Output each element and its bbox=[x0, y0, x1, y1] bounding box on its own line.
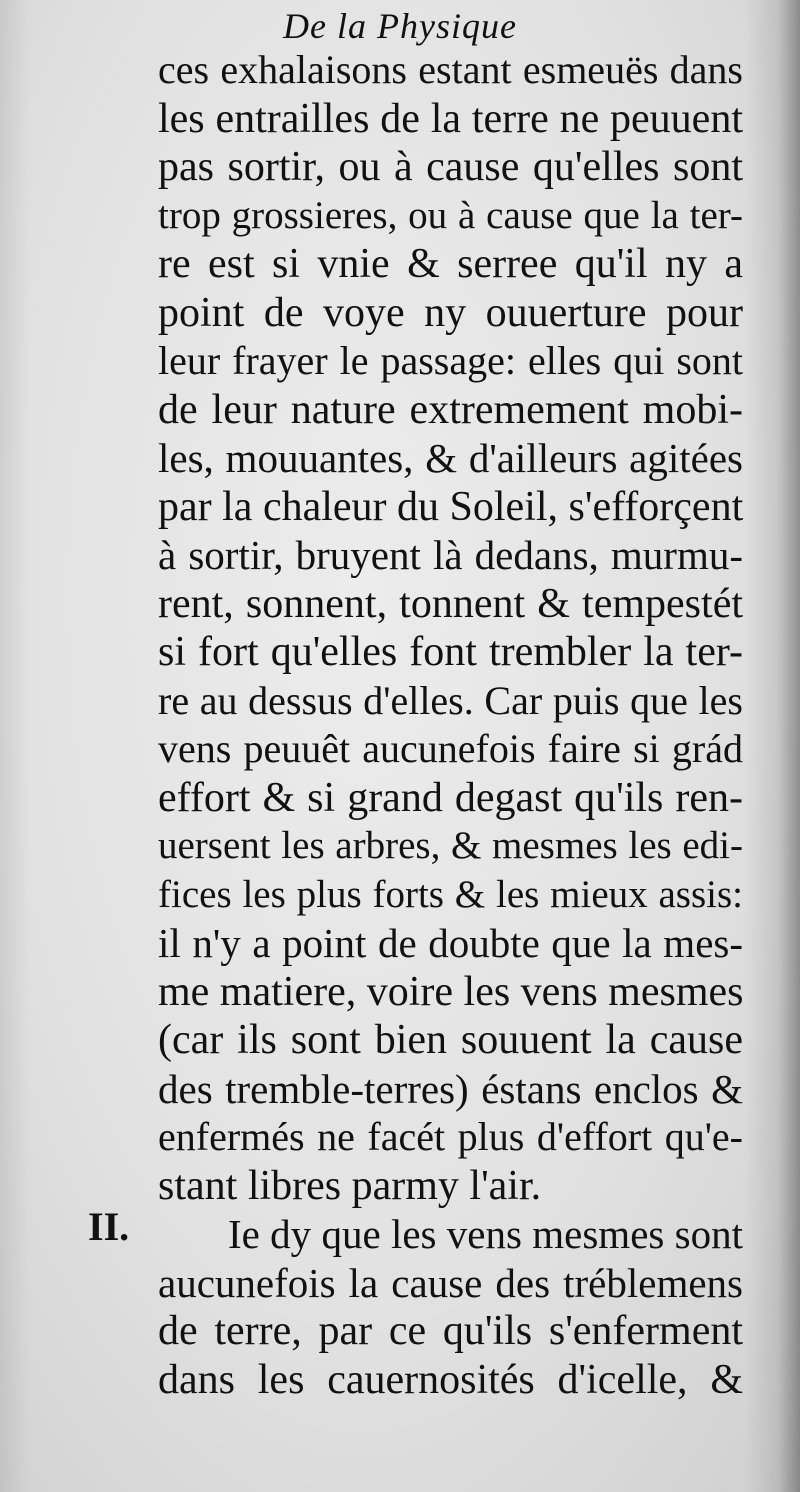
running-head: De la Physique bbox=[283, 6, 517, 46]
text-line: effort & si grand degast qu'ils ren- bbox=[158, 774, 743, 821]
text-line: dans les cauernosités d'icelle, & bbox=[158, 1356, 743, 1403]
text-line: rent, sonnent, tonnent & tempestét bbox=[158, 580, 743, 627]
page-edge-shadow-left bbox=[0, 0, 30, 1492]
text-line: me matiere, voire les vens mesmes bbox=[158, 968, 744, 1015]
text-line: il n'y a point de doubte que la mes- bbox=[158, 920, 743, 966]
text-line: (car ils sont bien souuent la cause bbox=[158, 1017, 743, 1063]
text-line: ces exhalaisons estant esmeuës dans bbox=[158, 47, 743, 92]
section-number: II. bbox=[88, 1204, 130, 1249]
paragraph-2 bbox=[158, 1210, 743, 1404]
text-line: aucunefois la cause des tréblemens bbox=[158, 1259, 743, 1306]
text-line: des tremble-terres) éstans enclos & bbox=[158, 1065, 743, 1112]
text-line: les entrailles de la terre ne peuuent bbox=[158, 95, 743, 142]
text-line: leur frayer le passage: elles qui sont bbox=[158, 338, 743, 383]
paragraph-1 bbox=[158, 46, 743, 1210]
text-line: re est si vnie & serree qu'il ny a bbox=[158, 241, 743, 287]
text-line: re au dessus d'elles. Car puis que les bbox=[158, 677, 743, 723]
text-line: enfermés ne facét plus d'effort qu'e- bbox=[158, 1114, 743, 1159]
text-line: fices les plus forts & les mieux assis: bbox=[158, 872, 743, 916]
text-line: trop grossieres, ou à cause que la ter- bbox=[158, 193, 743, 237]
text-line: pas sortir, ou à cause qu'elles sont bbox=[158, 144, 743, 190]
text-line: Ie dy que les vens mesmes sont bbox=[228, 1211, 743, 1257]
main-text bbox=[158, 46, 743, 1404]
text-line: par la chaleur du Soleil, s'efforçent bbox=[158, 483, 744, 530]
text-line: de terre, par ce qu'ils s'enferment bbox=[158, 1308, 743, 1354]
text-line: si fort qu'elles font trembler la ter- bbox=[158, 629, 743, 675]
text-line: stant libres parmy l'air. bbox=[158, 1162, 542, 1209]
text-line: vens peuuêt aucunefois faire si grád bbox=[158, 726, 743, 771]
text-line: de leur nature extremement mobi- bbox=[158, 386, 743, 433]
page-edge-shadow-right bbox=[745, 0, 800, 1492]
text-line: uersent les arbres, & mesmes les edi- bbox=[158, 824, 743, 867]
text-line: point de voye ny ouuerture pour bbox=[158, 289, 743, 336]
text-line: à sortir, bruyent là dedans, murmu- bbox=[158, 532, 743, 578]
text-line: les, mouuantes, & d'ailleurs agitées bbox=[158, 435, 743, 481]
